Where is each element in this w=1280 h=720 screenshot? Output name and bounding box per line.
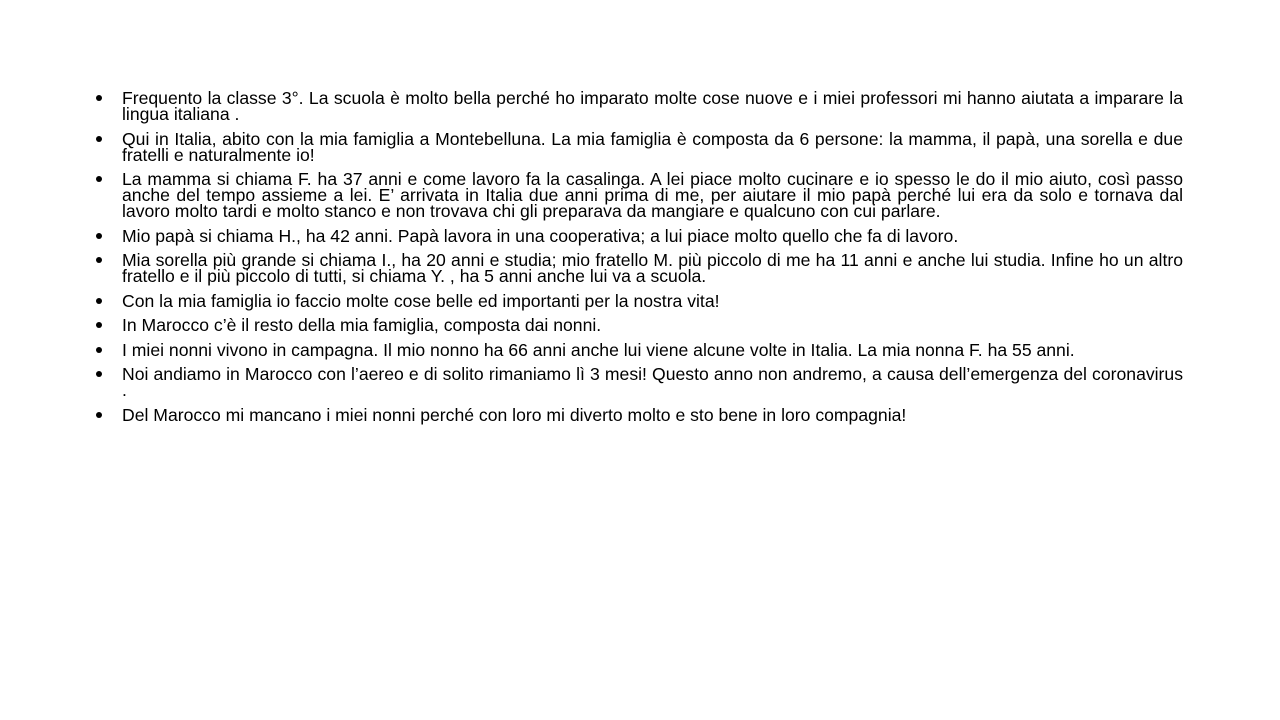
list-item bbox=[96, 90, 1183, 122]
list-item bbox=[96, 128, 1183, 165]
bullet-icon bbox=[96, 136, 102, 142]
bullet-text: Mia sorella più grande si chiama I., ha 20 anni e studia; mio fratello M. più piccolo di me ha 11 anni e anche lui studia. Infine ho un altro fratello e il più piccolo di tutti, si chiama Y. , ha 5 anni anche lui va a scuola. bbox=[122, 250, 1183, 286]
bullet-text: I miei nonni vivono in campagna. Il mio nonno ha 66 anni anche lui viene alcune volte in Italia. La mia nonna F. ha 55 anni. bbox=[122, 339, 1075, 360]
bullet-icon bbox=[96, 176, 102, 182]
list-item bbox=[96, 366, 1183, 398]
bullet-icon bbox=[96, 95, 102, 101]
bullet-icon bbox=[96, 347, 102, 353]
bullet-icon bbox=[96, 371, 102, 377]
list-item bbox=[96, 339, 1183, 360]
bullet-text: La mamma si chiama F. ha 37 anni e come lavoro fa la casalinga. A lei piace molto cucinare e io spesso le do il mio aiuto, così passo anche del tempo assieme a lei. E’ arrivata in Italia due anni prima di me, per aiutare il mio papà perché lui era da solo e tornava dal lavoro molto tardi e molto stanco e non trovava chi gli preparava da mangiare e qualcuno con cui parlare. bbox=[122, 169, 1183, 221]
list-item bbox=[96, 290, 1183, 311]
bullet-text: In Marocco c’è il resto della mia famiglia, composta dai nonni. bbox=[122, 315, 602, 335]
bullet-icon bbox=[96, 298, 102, 304]
list-item bbox=[96, 225, 1183, 246]
list-item bbox=[96, 252, 1183, 284]
bullet-icon bbox=[96, 322, 102, 328]
list-item bbox=[96, 404, 1183, 425]
list-item bbox=[96, 317, 1183, 333]
bullet-icon bbox=[96, 257, 102, 263]
bullet-icon bbox=[96, 233, 102, 239]
bullet-text: Con la mia famiglia io faccio molte cose belle ed importanti per la nostra vita! bbox=[122, 290, 720, 311]
bullet-list bbox=[96, 90, 1183, 431]
bullet-text: Qui in Italia, abito con la mia famiglia a Montebelluna. La mia famiglia è composta da 6 persone: la mamma, il papà, una sorella e due fratelli e naturalmente io! bbox=[122, 128, 1183, 165]
bullet-text: Frequento la classe 3°. La scuola è molto bella perché ho imparato molte cose nuove e i miei professori mi hanno aiutata a imparare la lingua italiana . bbox=[122, 88, 1183, 124]
list-item bbox=[96, 171, 1183, 219]
bullet-text: Del Marocco mi mancano i miei nonni perché con loro mi diverto molto e sto bene in loro compagnia! bbox=[122, 404, 907, 425]
bullet-text: Mio papà si chiama H., ha 42 anni. Papà lavora in una cooperativa; a lui piace molto quello che fa di lavoro. bbox=[122, 225, 959, 246]
bullet-icon bbox=[96, 412, 102, 418]
bullet-text: Noi andiamo in Marocco con l’aereo e di solito rimaniamo lì 3 mesi! Questo anno non andremo, a causa dell’emergenza del coronavirus . bbox=[122, 364, 1183, 400]
